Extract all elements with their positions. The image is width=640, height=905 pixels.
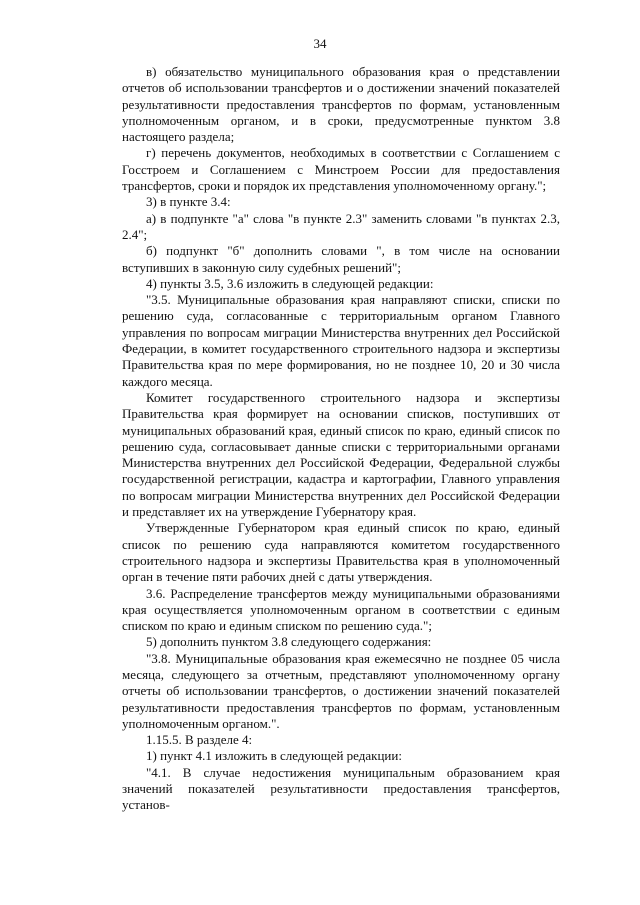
paragraph: 4) пункты 3.5, 3.6 изложить в следующей редакции:: [146, 275, 434, 291]
paragraph: 3) в пункте 3.4:: [146, 194, 231, 210]
page-number: 34: [313, 36, 327, 51]
paragraph: "3.5. Муниципальные образования края направляют списки, списки по решению суда, согласованные с территориальным органом Главного управления по вопросам миграции Министерства внутренних дел Российской Федерации, в комитет государственного строительного надзора и экспертизы Правительства края по мере формирования, но не позднее 10, 20 и 30 числа каждого месяца.: [122, 292, 560, 389]
paragraph: 5) дополнить пунктом 3.8 следующего содержания:: [146, 634, 432, 650]
paragraph: 1.15.5. В разделе 4:: [146, 732, 253, 748]
paragraph: 1) пункт 4.1 изложить в следующей редакции:: [146, 748, 402, 764]
paragraph: Утвержденные Губернатором края единый список по краю, единый список по решению суда направляются комитетом государственного строительного надзора и экспертизы Правительства края в уполномоченный орган в течение пяти рабочих дней с даты утверждения.: [122, 520, 560, 585]
paragraph: в) обязательство муниципального образования края о представлении отчетов об использовании трансфертов и о достижении значений показателей результативности предоставления трансфертов по формам, установленным уполномоченным органом, и в сроки, предусмотренные пунктом 3.8 настоящего раздела;: [122, 64, 560, 145]
paragraph: "3.8. Муниципальные образования края ежемесячно не позднее 05 числа месяца, следующего за отчетным, представляют уполномоченному органу отчеты об использовании трансфертов, о достижении значений показателей результативности предоставления трансфертов по формам, установленным уполномоченным органом.".: [122, 650, 560, 731]
paragraph: 3.6. Распределение трансфертов между муниципальными образованиями края осуществляется уполномоченным органом в соответствии с единым списком по краю и единым списком по решению суда.";: [122, 585, 560, 634]
paragraph: а) в подпункте "а" слова "в пункте 2.3" заменить словами "в пунктах 2.3, 2.4";: [122, 210, 560, 242]
paragraph: Комитет государственного строительного надзора и экспертизы Правительства края формирует на основании списков, поступивших от муниципальных образований края, единый список по краю, единый список по решению суда, согласовывает данные списки с территориальными органами Министерства внутренних дел Российской Федерации, Федеральной службы государственной регистрации, кадастра и картографии, Главного управления по вопросам миграции Министерства внутренних дел Российской Федерации и представляет их на утверждение Губернатору края.: [122, 389, 560, 520]
paragraph: б) подпункт "б" дополнить словами ", в том числе на основании вступивших в законную силу судебных решений";: [122, 243, 560, 275]
document-body: [122, 64, 560, 814]
paragraph: г) перечень документов, необходимых в соответствии с Соглашением с Госстроем и Соглашением с Минстроем России для предоставления трансфертов, сроки и порядок их представления уполномоченному органу.";: [122, 145, 560, 194]
paragraph: "4.1. В случае недостижения муниципальным образованием края значений показателей результативности предоставления трансфертов, установ-: [122, 764, 560, 813]
